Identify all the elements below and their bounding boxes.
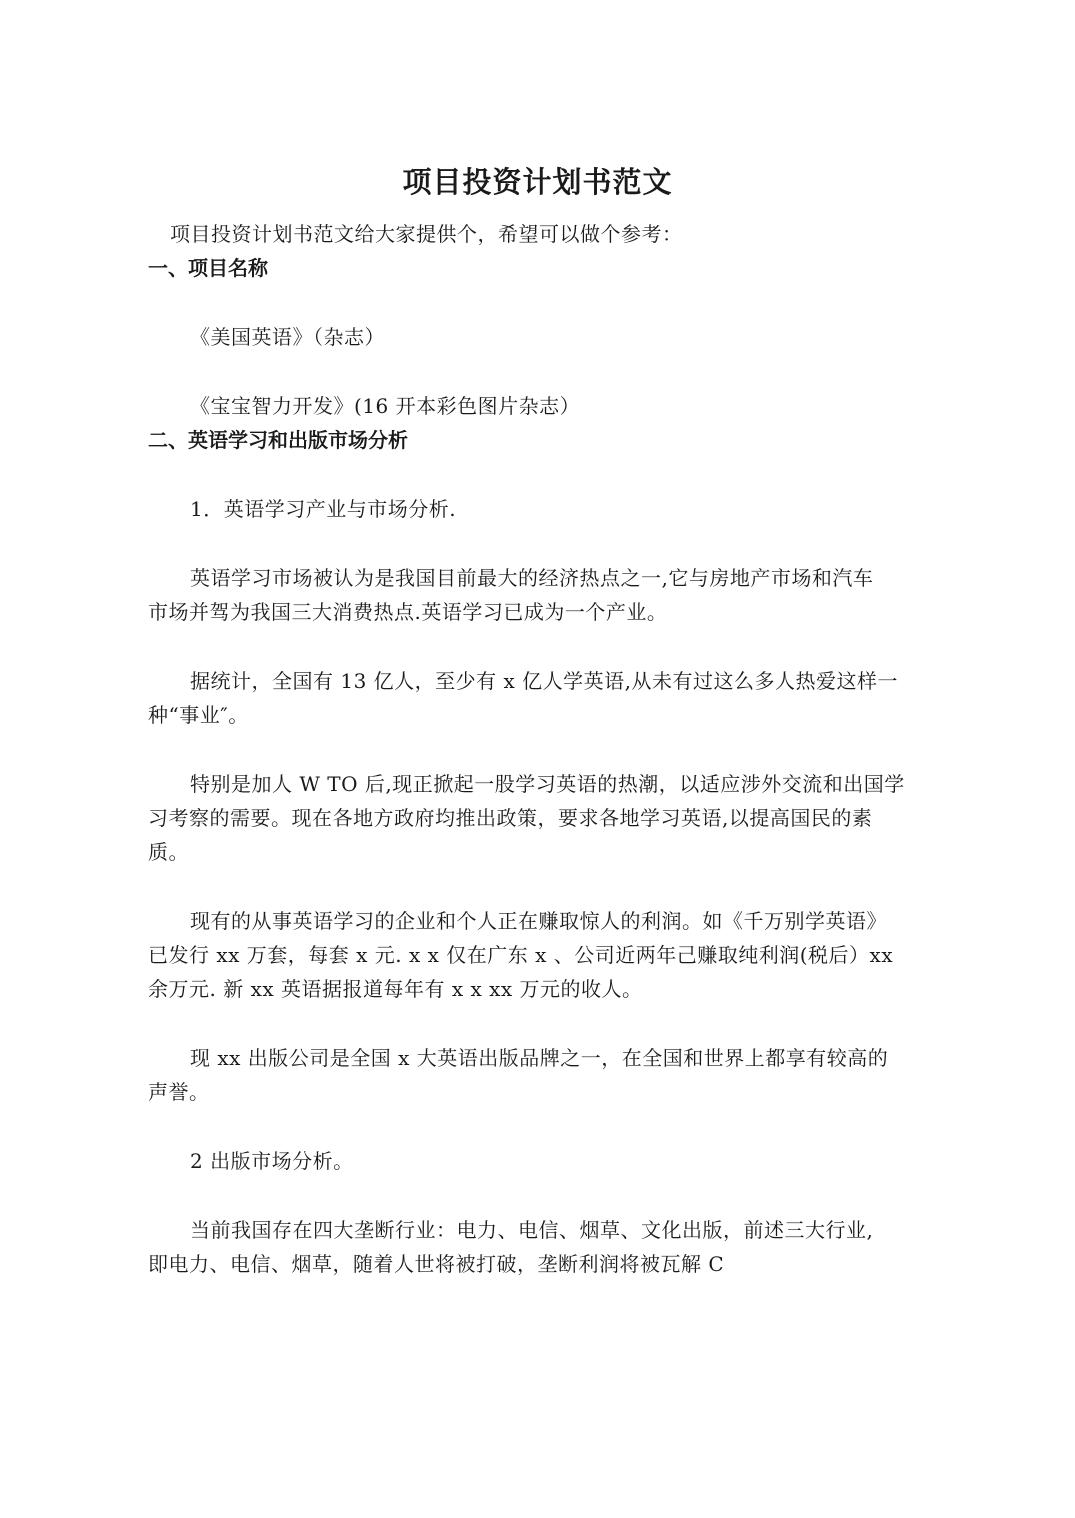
section-heading-market-analysis: 二、英语学习和出版市场分析	[148, 428, 408, 452]
paragraph-line: 现有的从事英语学习的企业和个人正在赚取惊人的利润。如《千万别学英语》	[190, 909, 887, 933]
subsection-heading-2: 2 出版市场分析。	[190, 1149, 354, 1173]
paragraph-line: 据统计，全国有 13 亿人，至少有 x 亿人学英语,从未有过这么多人热爱这样一	[190, 669, 899, 693]
paragraph-line: 即电力、电信、烟草，随着人世将被打破，垄断利润将被瓦解 C	[148, 1252, 725, 1276]
paragraph-line: 英语学习市场被认为是我国目前最大的经济热点之一,它与房地产市场和汽车	[190, 566, 874, 590]
section-heading-project-name: 一、项目名称	[148, 256, 268, 280]
paragraph-line: 市场并驾为我国三大消费热点.英语学习已成为一个产业。	[148, 600, 668, 624]
intro-text: 项目投资计划书范文给大家提供个，希望可以做个参考：	[170, 222, 683, 246]
paragraph-line: 习考察的需要。现在各地方政府均推出政策，要求各地学习英语,以提高国民的素	[148, 806, 873, 830]
paragraph-line: 质。	[148, 840, 189, 864]
paragraph-line: 已发行 xx 万套，每套 x 元. x x 仅在广东 x 、公司近两年己赚取纯利润(税后）xx	[148, 943, 894, 967]
document-title: 项目投资计划书范文	[402, 165, 673, 199]
paragraph-line: 声誉。	[148, 1080, 210, 1104]
paragraph-line: 当前我国存在四大垄断行业：电力、电信、烟草、文化出版，前述三大行业,	[190, 1218, 874, 1242]
project-item-2: 《宝宝智力开发》(16 开本彩色图片杂志）	[190, 394, 581, 418]
paragraph-line: 特别是加人 W TO 后,现正掀起一股学习英语的热潮，以适应涉外交流和出国学	[190, 772, 905, 796]
paragraph-line: 余万元. 新 xx 英语据报道每年有 x x xx 万元的收人。	[148, 977, 643, 1001]
paragraph-line: 现 xx 出版公司是全国 x 大英语出版品牌之一，在全国和世界上都享有较高的	[190, 1046, 889, 1070]
paragraph-line: 种“事业″。	[148, 703, 249, 727]
project-item-1: 《美国英语》（杂志）	[190, 325, 385, 349]
subsection-heading-1: 1．英语学习产业与市场分析.	[190, 497, 457, 521]
